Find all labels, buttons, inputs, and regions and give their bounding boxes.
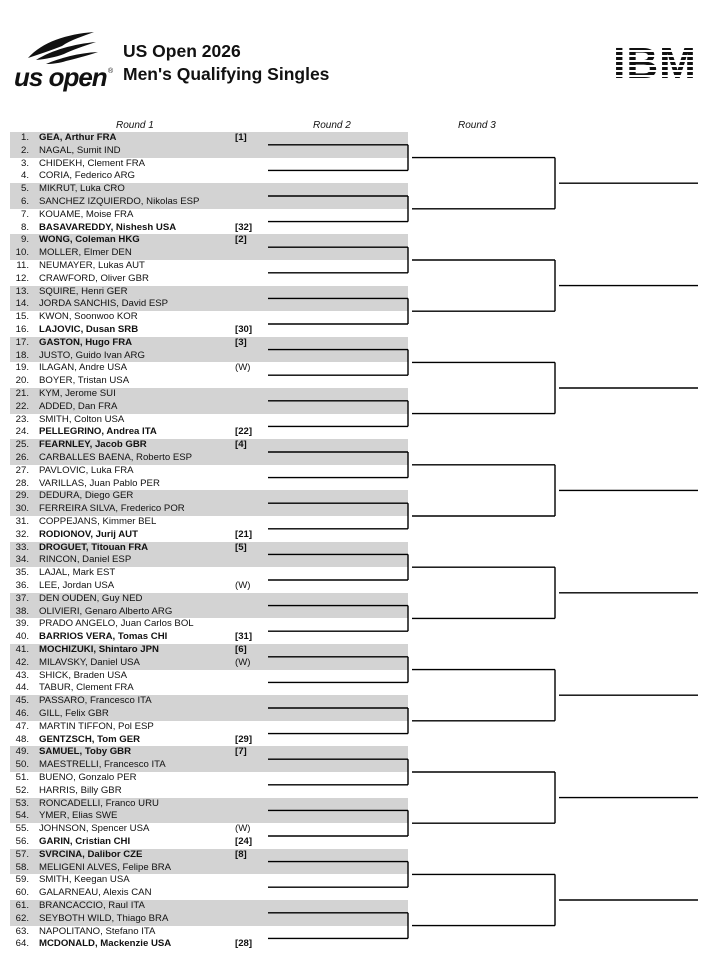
seed-label: [31] bbox=[235, 631, 253, 643]
draw-number: 38. bbox=[15, 605, 29, 617]
player-name: LAJAL, Mark EST bbox=[39, 567, 116, 579]
draw-number: 44. bbox=[15, 682, 29, 694]
draw-number: 8. bbox=[20, 221, 29, 233]
player-name: FEARNLEY, Jacob GBR bbox=[39, 439, 147, 451]
draw-number: 41. bbox=[15, 644, 29, 655]
draw-number: 15. bbox=[15, 311, 29, 323]
draw-number: 11. bbox=[16, 260, 29, 271]
draw-number: 16. bbox=[15, 324, 29, 335]
seed-label: [3] bbox=[235, 336, 247, 348]
player-name: CRAWFORD, Oliver GBR bbox=[39, 272, 149, 284]
seed-label: (W) bbox=[235, 656, 251, 668]
player-name: GALARNEAU, Alexis CAN bbox=[39, 887, 152, 899]
player-name: GENTZSCH, Tom GER bbox=[39, 733, 141, 745]
player-name: FERREIRA SILVA, Frederico POR bbox=[39, 503, 185, 515]
bracket-lines bbox=[0, 132, 716, 952]
seed-label: [21] bbox=[235, 528, 253, 540]
player-name: WONG, Coleman HKG bbox=[39, 234, 140, 246]
draw-number: 50. bbox=[15, 759, 29, 771]
seed-label: [5] bbox=[235, 541, 247, 553]
page-subtitle: Men's Qualifying Singles bbox=[123, 64, 330, 84]
draw-number: 17. bbox=[15, 336, 29, 348]
draw-number: 30. bbox=[15, 503, 29, 515]
svg-text:IBM: IBM bbox=[613, 42, 697, 82]
seed-label: [4] bbox=[235, 439, 247, 451]
player-name: RONCADELLI, Franco URU bbox=[39, 797, 159, 809]
draw-number: 33. bbox=[15, 541, 29, 553]
draw-number: 2. bbox=[20, 144, 29, 156]
draw-number: 3. bbox=[20, 157, 29, 169]
player-name: MARTIN TIFFON, Pol ESP bbox=[39, 720, 154, 732]
player-name: GARIN, Cristian CHI bbox=[39, 836, 131, 847]
page-title: US Open 2026 bbox=[123, 41, 241, 61]
player-name: MOCHIZUKI, Shintaro JPN bbox=[39, 644, 159, 655]
player-name: OLIVIERI, Genaro Alberto ARG bbox=[39, 605, 173, 617]
draw-number: 64. bbox=[15, 938, 29, 950]
player-name: SEYBOTH WILD, Thiago BRA bbox=[39, 912, 169, 924]
player-name: SAMUEL, Toby GBR bbox=[39, 746, 132, 758]
player-name: PRADO ANGELO, Juan Carlos BOL bbox=[39, 618, 194, 630]
player-name: JOHNSON, Spencer USA bbox=[39, 823, 150, 835]
draw-number: 59. bbox=[15, 874, 29, 886]
draw-number: 61. bbox=[15, 900, 29, 911]
player-name: LAJOVIC, Dusan SRB bbox=[39, 324, 139, 335]
us-open-wordmark: us open bbox=[14, 62, 107, 92]
seed-label: [28] bbox=[235, 938, 253, 950]
draw-number: 5. bbox=[20, 183, 29, 195]
seed-label: [2] bbox=[235, 234, 247, 246]
draw-number: 9. bbox=[20, 234, 29, 246]
player-name: SVRCINA, Dalibor CZE bbox=[39, 848, 143, 860]
player-name: BRANCACCIO, Raul ITA bbox=[39, 900, 145, 911]
player-name: ILAGAN, Andre USA bbox=[39, 362, 127, 374]
draw-number: 7. bbox=[20, 208, 29, 220]
draw-number: 29. bbox=[15, 490, 29, 502]
player-name: YMER, Elias SWE bbox=[39, 810, 118, 822]
draw-number: 37. bbox=[15, 592, 29, 604]
draw-number: 20. bbox=[15, 375, 29, 387]
draw-number: 27. bbox=[15, 464, 29, 476]
seed-label: [24] bbox=[235, 836, 253, 847]
draw-number: 18. bbox=[15, 349, 29, 361]
player-name: CHIDEKH, Clement FRA bbox=[39, 157, 146, 169]
player-name: MIKRUT, Luka CRO bbox=[39, 183, 125, 195]
draw-number: 1. bbox=[20, 132, 29, 143]
player-name: BASAVAREDDY, Nishesh USA bbox=[39, 221, 177, 233]
player-name: BOYER, Tristan USA bbox=[39, 375, 130, 387]
draw-number: 51. bbox=[15, 772, 29, 783]
draw-number: 43. bbox=[15, 669, 29, 681]
player-name: MELIGENI ALVES, Felipe BRA bbox=[39, 861, 172, 873]
header bbox=[0, 0, 716, 110]
draw-number: 31. bbox=[15, 516, 29, 527]
round-2-label: Round 2 bbox=[313, 120, 351, 131]
player-name: CORIA, Federico ARG bbox=[39, 170, 135, 182]
seed-label: [22] bbox=[235, 426, 253, 438]
player-name: MAESTRELLI, Francesco ITA bbox=[39, 759, 166, 771]
draw-number: 28. bbox=[15, 477, 29, 489]
draw-number: 26. bbox=[15, 452, 29, 463]
draw-bracket bbox=[0, 132, 716, 952]
draw-number: 48. bbox=[15, 733, 29, 745]
player-name: RODIONOV, Jurij AUT bbox=[39, 528, 138, 540]
draw-number: 34. bbox=[15, 554, 29, 566]
draw-number: 45. bbox=[15, 695, 29, 707]
draw-number: 40. bbox=[15, 631, 29, 643]
draw-number: 62. bbox=[15, 912, 29, 924]
seed-label: (W) bbox=[235, 362, 251, 374]
draw-number: 22. bbox=[15, 400, 29, 412]
draw-number: 55. bbox=[15, 823, 29, 835]
player-name: PELLEGRINO, Andrea ITA bbox=[39, 426, 157, 438]
player-name: MOLLER, Elmer DEN bbox=[39, 247, 132, 259]
draw-number: 57. bbox=[15, 848, 29, 860]
draw-number: 39. bbox=[15, 618, 29, 630]
draw-number: 58. bbox=[15, 861, 29, 873]
seed-label: [1] bbox=[235, 132, 247, 143]
draw-number: 32. bbox=[15, 528, 29, 540]
player-name: DEDURA, Diego GER bbox=[39, 490, 134, 502]
seed-label: (W) bbox=[235, 580, 251, 591]
player-name: BARRIOS VERA, Tomas CHI bbox=[39, 631, 168, 643]
draw-number: 46. bbox=[15, 708, 29, 719]
player-name: DEN OUDEN, Guy NED bbox=[39, 592, 143, 604]
seed-label: (W) bbox=[235, 823, 251, 835]
seed-label: [29] bbox=[235, 733, 253, 745]
player-name: NAGAL, Sumit IND bbox=[39, 144, 121, 156]
player-name: COPPEJANS, Kimmer BEL bbox=[39, 516, 157, 527]
seed-label: [8] bbox=[235, 848, 247, 860]
draw-number: 53. bbox=[15, 797, 29, 809]
player-name: SMITH, Keegan USA bbox=[39, 874, 130, 886]
draw-number: 36. bbox=[15, 580, 29, 591]
draw-number: 6. bbox=[20, 196, 29, 207]
player-name: CARBALLES BAENA, Roberto ESP bbox=[39, 452, 193, 463]
draw-number: 19. bbox=[15, 362, 29, 374]
player-name: PASSARO, Francesco ITA bbox=[39, 695, 152, 707]
draw-number: 49. bbox=[15, 746, 29, 758]
draw-number: 13. bbox=[15, 285, 29, 297]
draw-number: 12. bbox=[15, 272, 29, 284]
player-name: JUSTO, Guido Ivan ARG bbox=[39, 349, 145, 361]
seed-label: [7] bbox=[235, 746, 247, 758]
player-name: HARRIS, Billy GBR bbox=[39, 784, 122, 796]
draw-number: 47. bbox=[15, 720, 29, 732]
player-name: MCDONALD, Mackenzie USA bbox=[39, 938, 172, 950]
player-name: GASTON, Hugo FRA bbox=[39, 336, 133, 348]
draw-number: 54. bbox=[15, 810, 29, 822]
round-3-label: Round 3 bbox=[458, 120, 496, 131]
player-name: LEE, Jordan USA bbox=[39, 580, 115, 591]
player-name: DROGUET, Titouan FRA bbox=[39, 541, 149, 553]
player-name: NEUMAYER, Lukas AUT bbox=[39, 260, 145, 271]
draw-number: 25. bbox=[15, 439, 29, 451]
player-name: MILAVSKY, Daniel USA bbox=[39, 656, 140, 668]
draw-number: 23. bbox=[15, 413, 29, 425]
player-name: RINCON, Daniel ESP bbox=[39, 554, 132, 566]
draw-number: 42. bbox=[15, 656, 29, 668]
draw-number: 10. bbox=[15, 247, 29, 259]
player-name: SHICK, Braden USA bbox=[39, 669, 127, 681]
seed-label: [6] bbox=[235, 644, 247, 655]
draw-number: 60. bbox=[15, 887, 29, 899]
player-name: KYM, Jerome SUI bbox=[39, 388, 116, 399]
player-name: JORDA SANCHIS, David ESP bbox=[39, 298, 169, 310]
draw-number: 24. bbox=[15, 426, 29, 438]
player-name: PAVLOVIC, Luka FRA bbox=[39, 464, 134, 476]
player-name: KOUAME, Moise FRA bbox=[39, 208, 134, 220]
round-1-label: Round 1 bbox=[116, 120, 154, 131]
player-name: ADDED, Dan FRA bbox=[39, 400, 118, 412]
registered-mark: ® bbox=[108, 68, 114, 75]
draw-number: 63. bbox=[15, 925, 29, 937]
player-name: SANCHEZ IZQUIERDO, Nikolas ESP bbox=[39, 196, 200, 207]
player-name: TABUR, Clement FRA bbox=[39, 682, 134, 694]
seed-label: [32] bbox=[235, 221, 253, 233]
seed-label: [30] bbox=[235, 324, 253, 335]
player-name: SQUIRE, Henri GER bbox=[39, 285, 128, 297]
draw-number: 21. bbox=[15, 388, 29, 399]
player-name: VARILLAS, Juan Pablo PER bbox=[39, 477, 160, 489]
draw-number: 14. bbox=[15, 298, 29, 310]
player-name: BUENO, Gonzalo PER bbox=[39, 772, 137, 783]
player-name: GEA, Arthur FRA bbox=[39, 132, 117, 143]
draw-number: 56. bbox=[15, 836, 29, 847]
player-name: SMITH, Colton USA bbox=[39, 413, 125, 425]
player-name: KWON, Soonwoo KOR bbox=[39, 311, 138, 323]
draw-number: 35. bbox=[15, 567, 29, 579]
player-name: NAPOLITANO, Stefano ITA bbox=[39, 925, 156, 937]
ibm-logo-icon bbox=[603, 42, 707, 82]
player-name: GILL, Felix GBR bbox=[39, 708, 109, 719]
draw-number: 52. bbox=[15, 784, 29, 796]
draw-number: 4. bbox=[20, 170, 29, 182]
